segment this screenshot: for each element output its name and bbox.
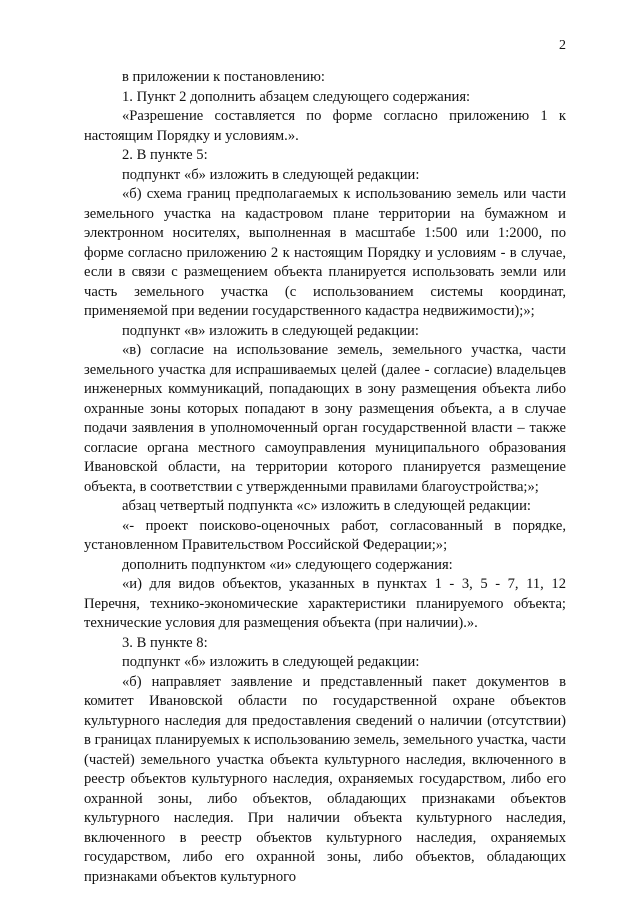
paragraph: абзац четвертый подпункта «с» изложить в следующей редакции: [122,498,531,514]
paragraph: 1. Пункт 2 дополнить абзацем следующего содержания: [122,88,471,105]
paragraph: дополнить подпунктом «и» следующего содержания: [122,556,453,573]
paragraph: 3. В пункте 8: [122,634,208,651]
paragraph: «б) схема границ предполагаемых к использованию земель или части земельного участка на кадастровом плане территории на бумажном и электронном носителях, выполненная в масштабе 1:500 или 1:2000, по форме согласно приложению 2 к настоящим Порядку и условиям - в случае, если в связи с размещением объекта планируется использовать земли или часть земельного участка (с использованием системы координат, применяемой при ведении государственного кадастра недвижимости);»; [84,186,566,319]
paragraph: «- проект поисково-оценочных работ, согласованный в порядке, установленном Правительством Российской Федерации;»; [84,517,566,553]
document-body [84,68,566,887]
paragraph: 2. В пункте 5: [122,147,208,163]
paragraph: подпункт «б» изложить в следующей редакции: [122,166,420,183]
paragraph: подпункт «б» изложить в следующей редакции: [122,654,420,670]
paragraph: «б) направляет заявление и представленный пакет документов в комитет Ивановской области по государственной охране объектов культурного наследия для предоставления сведений о наличии (отсутствии) в границах планируемых к использованию земель, земельного участка, части (частей) земельного участка объекта культурного наследия, включенного в реестр объектов культурного наследия, охраняемых государством, либо его охранной зоны, либо объектов, обладающих признаками объектов культурного наследия. При наличии объекта культурного наследия, включенного в реестр объектов культурного наследия, охраняемых государством, либо его охранной зоны, либо объектов, обладающих признаками объектов культурного [84,673,566,885]
page-number: 2 [559,38,566,53]
paragraph: подпункт «в» изложить в следующей редакции: [122,322,419,339]
paragraph: «в) согласие на использование земель, земельного участка, части земельного участка для испрашиваемых целей (далее - согласие) владельцев инженерных коммуникаций, попадающих в зону размещения объекта либо охранные зоны которых попадают в зону размещения объекта, а в случае подачи заявления в уполномоченный орган государственной власти – также согласие органа местного самоуправления муниципального образования Ивановской области, на территории которого планируется размещение объекта, в соответствии с утвержденными правилами благоустройства;»; [84,342,566,495]
paragraph: «Разрешение составляется по форме согласно приложению 1 к настоящим Порядку и условиям.». [84,108,566,144]
paragraph: «и) для видов объектов, указанных в пунктах 1 - 3, 5 - 7, 11, 12 Перечня, технико-экономические характеристики планируемого объекта; технические условия для размещения объекта (при наличии).». [84,576,566,631]
paragraph: в приложении к постановлению: [122,69,325,85]
